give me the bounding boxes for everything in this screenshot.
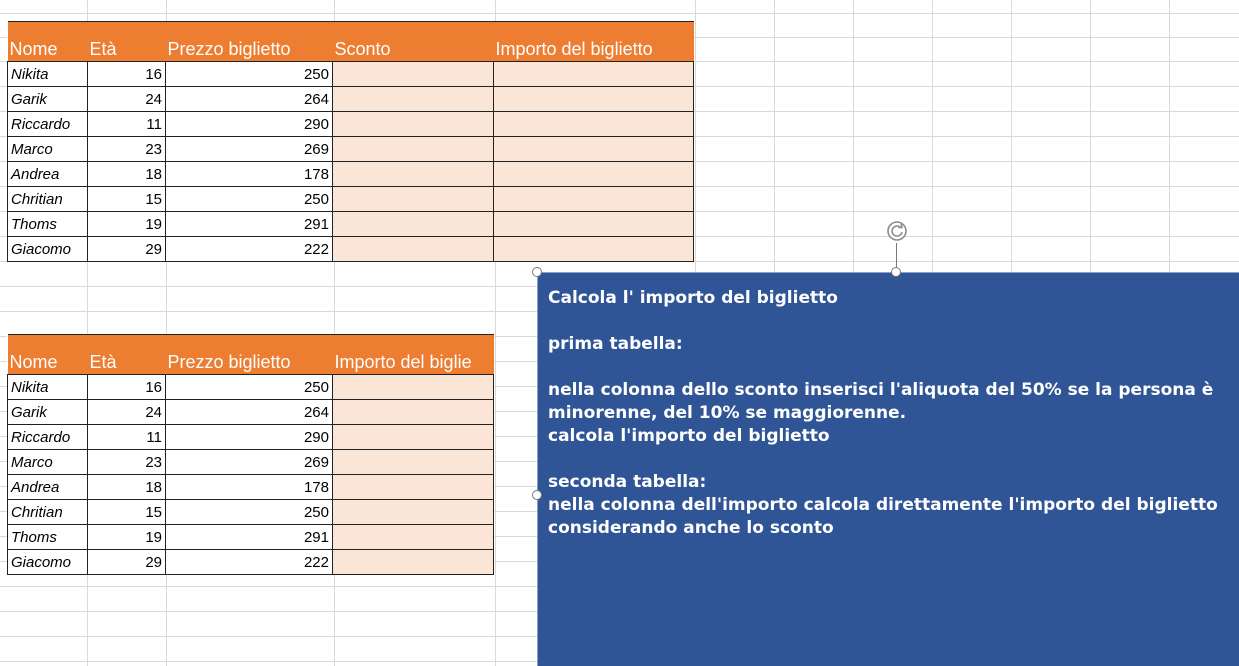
table1-body (8, 62, 694, 262)
cell-eta[interactable]: 11 (88, 112, 166, 137)
cell-importo[interactable] (333, 525, 494, 550)
rotate-icon[interactable] (885, 219, 909, 243)
instruction-line: calcola l'importo del biglietto (548, 426, 830, 446)
cell-prezzo[interactable]: 291 (166, 212, 333, 237)
cell-prezzo[interactable]: 250 (166, 375, 333, 400)
cell-eta[interactable]: 11 (88, 425, 166, 450)
cell-sconto[interactable] (333, 212, 494, 237)
cell-eta[interactable]: 24 (88, 87, 166, 112)
cell-sconto[interactable] (333, 237, 494, 262)
cell-nome[interactable]: Andrea (8, 475, 88, 500)
cell-sconto[interactable] (333, 162, 494, 187)
cell-prezzo[interactable]: 178 (166, 475, 333, 500)
table2-body (8, 375, 494, 575)
cell-sconto[interactable] (333, 112, 494, 137)
table-row (8, 400, 494, 425)
header-nome[interactable]: Nome (8, 22, 88, 62)
cell-importo[interactable] (333, 400, 494, 425)
cell-prezzo[interactable]: 222 (166, 237, 333, 262)
blank-line (548, 448, 1229, 471)
cell-importo[interactable] (333, 550, 494, 575)
table-row (8, 475, 494, 500)
cell-prezzo[interactable]: 290 (166, 112, 333, 137)
cell-eta[interactable]: 29 (88, 550, 166, 575)
ticket-table-1 (7, 21, 694, 262)
cell-sconto[interactable] (333, 87, 494, 112)
table-row (8, 187, 694, 212)
cell-eta[interactable]: 15 (88, 187, 166, 212)
header-importo[interactable]: Importo del biglie (333, 335, 494, 375)
cell-importo[interactable] (333, 375, 494, 400)
instruction-line: nella colonna dell'importo calcola direttamente l'importo del biglietto (548, 495, 1218, 515)
cell-nome[interactable]: Chritian (8, 187, 88, 212)
cell-importo[interactable] (333, 475, 494, 500)
instructions-text (548, 287, 1229, 540)
cell-prezzo[interactable]: 264 (166, 87, 333, 112)
table-row (8, 87, 694, 112)
header-prezzo[interactable]: Prezzo biglietto (166, 22, 333, 62)
table-row (8, 500, 494, 525)
cell-eta[interactable]: 29 (88, 237, 166, 262)
cell-eta[interactable]: 18 (88, 162, 166, 187)
cell-nome[interactable]: Garik (8, 87, 88, 112)
table-row (8, 375, 494, 400)
cell-prezzo[interactable]: 222 (166, 550, 333, 575)
cell-importo[interactable] (494, 162, 694, 187)
cell-eta[interactable]: 24 (88, 400, 166, 425)
cell-prezzo[interactable]: 290 (166, 425, 333, 450)
blank-line (548, 310, 1229, 333)
cell-importo[interactable] (494, 87, 694, 112)
cell-nome[interactable]: Nikita (8, 62, 88, 87)
cell-nome[interactable]: Riccardo (8, 112, 88, 137)
cell-nome[interactable]: Thoms (8, 525, 88, 550)
cell-sconto[interactable] (333, 137, 494, 162)
cell-importo[interactable] (333, 500, 494, 525)
cell-nome[interactable]: Chritian (8, 500, 88, 525)
table-row (8, 237, 694, 262)
instruction-line: nella colonna dello sconto inserisci l'aliquota del 50% se la persona è (548, 380, 1214, 400)
cell-eta[interactable]: 15 (88, 500, 166, 525)
ticket-table-2 (7, 334, 494, 575)
cell-prezzo[interactable]: 250 (166, 500, 333, 525)
table1-header-row (8, 22, 694, 62)
instruction-line: minorenne, del 10% se maggiorenne. (548, 403, 907, 423)
cell-prezzo[interactable]: 178 (166, 162, 333, 187)
header-sconto[interactable]: Sconto (333, 22, 494, 62)
cell-eta[interactable]: 16 (88, 62, 166, 87)
grid-row-line (0, 13, 1239, 14)
cell-sconto[interactable] (333, 187, 494, 212)
blank-line (548, 356, 1229, 379)
cell-nome[interactable]: Andrea (8, 162, 88, 187)
instruction-line: seconda tabella: (548, 472, 707, 492)
header-importo[interactable]: Importo del biglietto (494, 22, 694, 62)
cell-nome[interactable]: Marco (8, 137, 88, 162)
cell-importo[interactable] (494, 187, 694, 212)
cell-eta[interactable]: 23 (88, 137, 166, 162)
header-prezzo[interactable]: Prezzo biglietto (166, 335, 333, 375)
cell-importo[interactable] (494, 62, 694, 87)
cell-nome[interactable]: Riccardo (8, 425, 88, 450)
cell-nome[interactable]: Giacomo (8, 550, 88, 575)
table-row (8, 162, 694, 187)
cell-importo[interactable] (494, 237, 694, 262)
resize-handle-top-left[interactable] (532, 267, 542, 277)
cell-prezzo[interactable]: 269 (166, 137, 333, 162)
cell-nome[interactable]: Marco (8, 450, 88, 475)
cell-importo[interactable] (494, 212, 694, 237)
resize-handle-top-center[interactable] (891, 267, 901, 277)
table-row (8, 112, 694, 137)
cell-prezzo[interactable]: 291 (166, 525, 333, 550)
cell-nome[interactable]: Garik (8, 400, 88, 425)
header-nome[interactable]: Nome (8, 335, 88, 375)
instruction-line: prima tabella: (548, 334, 683, 354)
cell-nome[interactable]: Thoms (8, 212, 88, 237)
cell-prezzo[interactable]: 264 (166, 400, 333, 425)
table-row (8, 62, 694, 87)
cell-eta[interactable]: 23 (88, 450, 166, 475)
cell-eta[interactable]: 18 (88, 475, 166, 500)
table-row (8, 450, 494, 475)
cell-importo[interactable] (333, 450, 494, 475)
rotate-handle-stem (896, 243, 897, 269)
cell-prezzo[interactable]: 269 (166, 450, 333, 475)
table-row (8, 425, 494, 450)
cell-importo[interactable] (494, 137, 694, 162)
table-row (8, 525, 494, 550)
table-row (8, 137, 694, 162)
cell-importo[interactable] (333, 425, 494, 450)
cell-eta[interactable]: 19 (88, 212, 166, 237)
table2-header-row (8, 335, 494, 375)
instruction-line: Calcola l' importo del biglietto (548, 288, 838, 308)
cell-eta[interactable]: 19 (88, 525, 166, 550)
cell-prezzo[interactable]: 250 (166, 62, 333, 87)
instructions-textbox[interactable] (537, 272, 1239, 666)
cell-eta[interactable]: 16 (88, 375, 166, 400)
header-eta[interactable]: Età (88, 335, 166, 375)
resize-handle-middle-left[interactable] (532, 490, 542, 500)
cell-importo[interactable] (494, 112, 694, 137)
cell-nome[interactable]: Nikita (8, 375, 88, 400)
header-eta[interactable]: Età (88, 22, 166, 62)
cell-nome[interactable]: Giacomo (8, 237, 88, 262)
table-row (8, 550, 494, 575)
table-row (8, 212, 694, 237)
cell-prezzo[interactable]: 250 (166, 187, 333, 212)
cell-sconto[interactable] (333, 62, 494, 87)
instruction-line: considerando anche lo sconto (548, 518, 834, 538)
